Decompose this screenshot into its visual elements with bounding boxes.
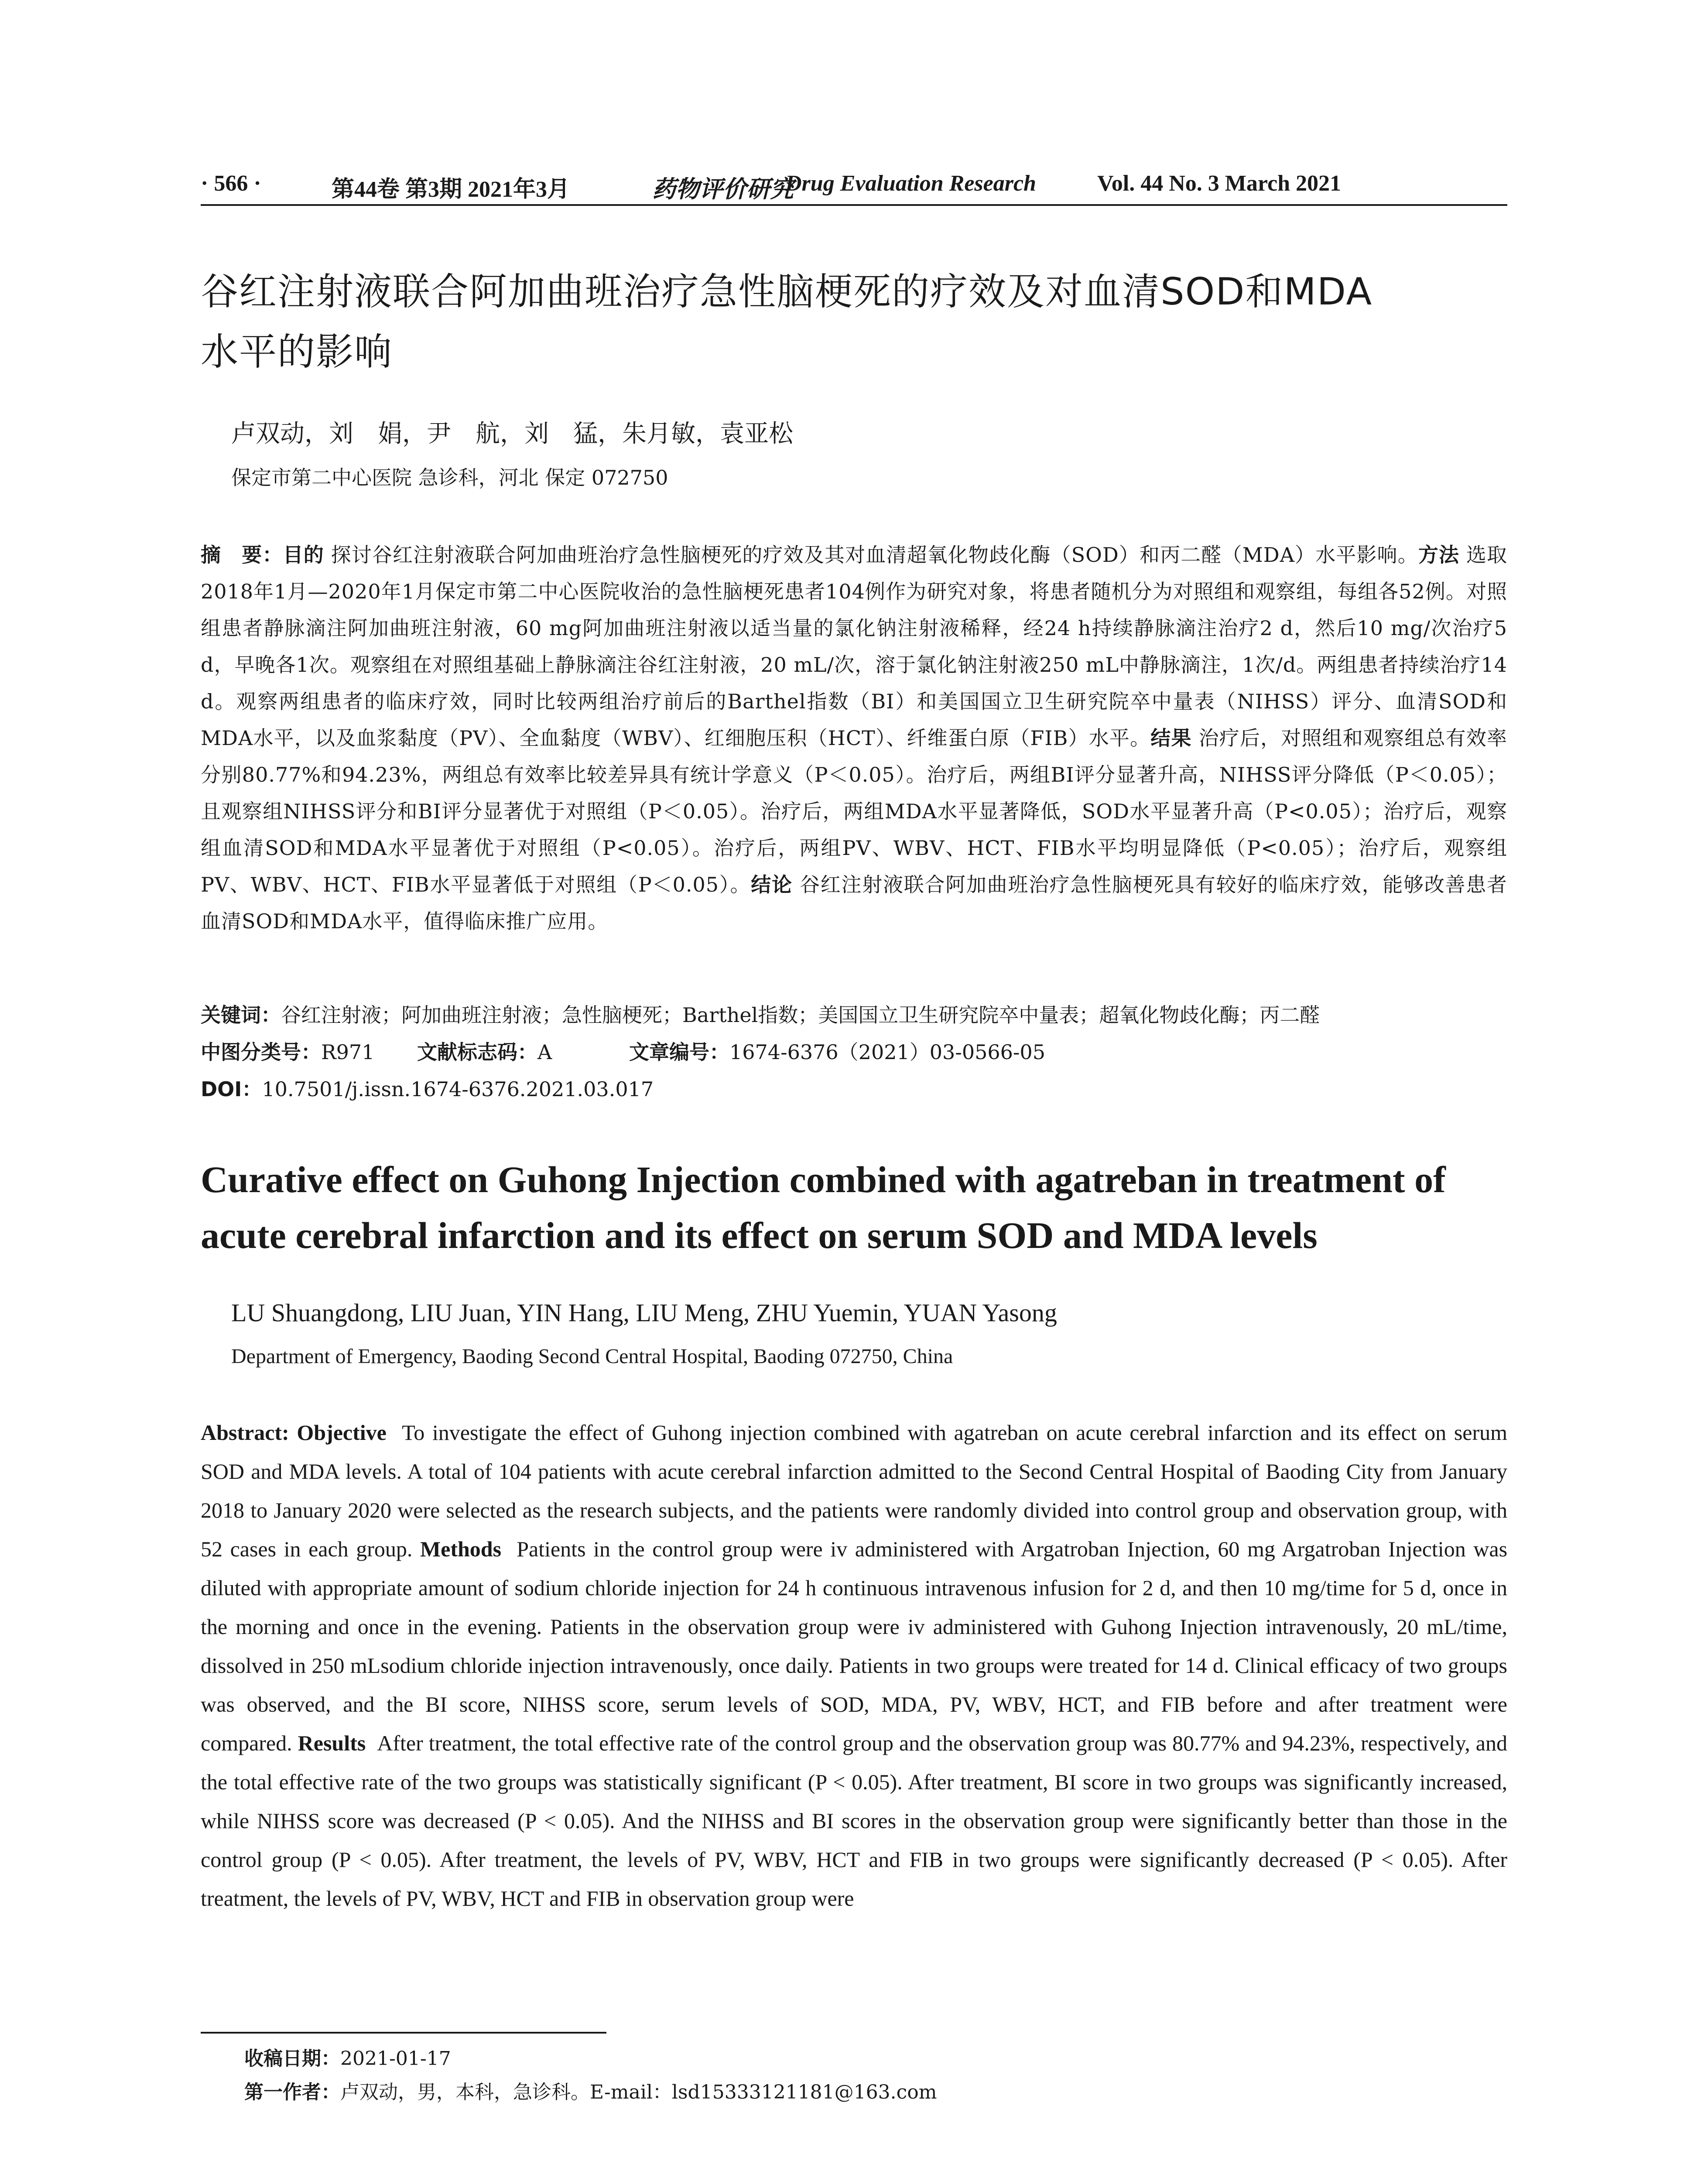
article-no-label: 文章编号：	[629, 1040, 729, 1064]
volume-info-en: Vol. 44 No. 3 March 2021	[1097, 171, 1341, 196]
results-en-label: Results	[298, 1731, 366, 1755]
objective-cn-text: 探讨谷红注射液联合阿加曲班治疗急性脑梗死的疗效及其对血清超氧化物歧化酶（SOD）和丙二醛（MDA）水平影响。	[331, 543, 1418, 567]
article-no-value: 1674-6376（2021）03-0566-05	[729, 1040, 1045, 1064]
doi-label: DOI：	[201, 1077, 262, 1101]
clc-value: R971	[321, 1040, 375, 1064]
abstract-cn-label: 摘 要：	[201, 543, 283, 567]
methods-cn-text: 选取2018年1月—2020年1月保定市第二中心医院收治的急性脑梗死患者104例作为研究对象，将患者随机分为对照组和观察组，每组各52例。对照组患者静脉滴注阿加曲班注射液，60 mg阿加曲班注射液以适当量的氯化钠注射液稀释，经24 h持续静脉滴注治疗2 d，然后10 mg/次治疗5 d，早晚各1次。观察组在对照组基础上静脉滴注谷红注射液，20 mL/次，溶于氯化钠注射液250 mL中静脉滴注，1次/d。两组患者持续治疗14 d。观察两组患者的临床疗效，同时比较两组治疗前后的Barthel指数（BI）和美国国立卫生研究院卒中量表（NIHSS）评分、血清SOD和MDA水平，以及血浆黏度（PV）、全血黏度（WBV）、红细胞压积（HCT）、纤维蛋白原（FIB）水平。	[201, 543, 1508, 750]
objective-en-label: Objective	[297, 1420, 387, 1445]
footnote-first-author	[244, 2078, 937, 2106]
doi-value: 10.7501/j.issn.1674-6376.2021.03.017	[262, 1077, 654, 1101]
first-author-label: 第一作者：	[244, 2081, 340, 2103]
objective-cn-label: 目的	[283, 543, 324, 567]
footnote-rule	[201, 2032, 606, 2034]
results-cn-text: 治疗后，对照组和观察组总有效率分别80.77%和94.23%，两组总有效率比较差异具有统计学意义（P＜0.05）。治疗后，两组BI评分显著升高，NIHSS评分降低（P＜0.05）；且观察组NIHSS评分和BI评分显著优于对照组（P＜0.05）。治疗后，两组MDA水平显著降低，SOD水平显著升高（P<0.05）；治疗后，观察组血清SOD和MDA水平显著优于对照组（P<0.05）。治疗后，两组PV、WBV、HCT、FIB水平均明显降低（P<0.05）；治疗后，观察组PV、WBV、HCT、FIB水平显著低于对照组（P＜0.05）。	[201, 726, 1508, 896]
received-value: 2021-01-17	[340, 2048, 451, 2070]
conclusion-cn-label: 结论	[751, 873, 793, 896]
running-header	[201, 167, 1509, 206]
conclusion-cn-text: 谷红注射液联合阿加曲班治疗急性脑梗死具有较好的临床疗效，能够改善患者血清SOD和MDA水平，值得临床推广应用。	[201, 873, 1508, 933]
results-en-text: After treatment, the total effective rate of the control group and the observation group was 80.77% and 94.23%, respectively, and the total effective rate of the two groups was statistically significant (P < 0.05). After treatment, BI score in two groups was significantly increased, while NIHSS score was decreased (P < 0.05). And the NIHSS and BI scores in the observation group were significantly better than those in the control group (P < 0.05). After treatment, the levels of PV, WBV, HCT and FIB in two groups were significantly decreased (P < 0.05). After treatment, the levels of PV, WBV, HCT and FIB in observation group were	[201, 1731, 1508, 1911]
classification-line	[201, 1037, 1045, 1067]
abstract-en	[201, 1413, 1507, 1918]
methods-en-label: Methods	[420, 1537, 502, 1561]
keywords-cn	[201, 1000, 1320, 1030]
keywords-cn-label: 关键词：	[201, 1003, 281, 1027]
doi-line	[201, 1074, 654, 1104]
doc-code-value: A	[537, 1040, 552, 1064]
title-cn-line2: 水平的影响	[201, 330, 393, 374]
first-author-value: 卢双动，男，本科，急诊科。E-mail：lsd15333121181@163.com	[340, 2081, 937, 2103]
keywords-cn-text: 谷红注射液；阿加曲班注射液；急性脑梗死；Barthel指数；美国国立卫生研究院卒中量表；超氧化物歧化酶；丙二醛	[281, 1003, 1320, 1027]
affiliation-en: Department of Emergency, Baoding Second Central Hospital, Baoding 072750, China	[231, 1345, 953, 1368]
clc-label: 中图分类号：	[201, 1040, 321, 1064]
volume-info-cn: 第44卷 第3期 2021年3月	[332, 177, 570, 202]
methods-cn-label: 方法	[1418, 543, 1460, 567]
footnote-received	[244, 2045, 451, 2073]
methods-en-text: Patients in the control group were iv administered with Argatroban Injection, 60 mg Argatroban Injection was diluted with appropriate amount of sodium chloride injection for 24 h continuous intravenous infusion for 2 d, and then 10 mg/time for 5 d, once in the morning and once in the evening. Patients in the observation group were iv administered with Guhong Injection intravenously, 20 mL/time, dissolved in 250 mLsodium chloride injection intravenously, once daily. Patients in two groups were treated for 14 d. Clinical efficacy of two groups was observed, and the BI score, NIHSS score, serum levels of SOD, MDA, PV, WBV, HCT, and FIB before and after treatment were compared.	[201, 1537, 1508, 1755]
title-en-line1: Curative effect on Guhong Injection combined with agatreban in treatment of	[201, 1159, 1446, 1200]
title-cn	[201, 262, 1509, 382]
abstract-en-label: Abstract:	[201, 1420, 289, 1445]
title-en	[201, 1152, 1509, 1263]
page-number: · 566 ·	[201, 171, 261, 196]
title-en-line2: acute cerebral infarction and its effect on serum SOD and MDA levels	[201, 1214, 1318, 1256]
doc-code-label: 文献标志码：	[417, 1040, 537, 1064]
authors-en: LU Shuangdong, LIU Juan, YIN Hang, LIU Meng, ZHU Yuemin, YUAN Yasong	[231, 1299, 1057, 1327]
journal-logo-cn: 药物评价研究	[652, 175, 794, 203]
header-rule	[201, 204, 1507, 206]
results-cn-label: 结果	[1150, 726, 1192, 750]
received-label: 收稿日期：	[244, 2048, 340, 2070]
title-cn-line1: 谷红注射液联合阿加曲班治疗急性脑梗死的疗效及对血清SOD和MDA	[201, 270, 1373, 314]
objective-en-text: To investigate the effect of Guhong injection combined with agatreban on acute cerebral infarction and its effect on serum SOD and MDA levels. A total of 104 patients with acute cerebral infarction admitted to the Second Central Hospital of Baoding City from January 2018 to January 2020 were selected as the research subjects, and the patients were randomly divided into control group and observation group, with 52 cases in each group.	[201, 1420, 1508, 1561]
affiliation-cn: 保定市第二中心医院 急诊科，河北 保定 072750	[231, 466, 668, 489]
abstract-cn	[201, 537, 1507, 940]
authors-cn: 卢双动，刘 娟，尹 航，刘 猛，朱月敏，袁亚松	[231, 420, 793, 448]
journal-name-en: Drug Evaluation Research	[785, 171, 1036, 196]
